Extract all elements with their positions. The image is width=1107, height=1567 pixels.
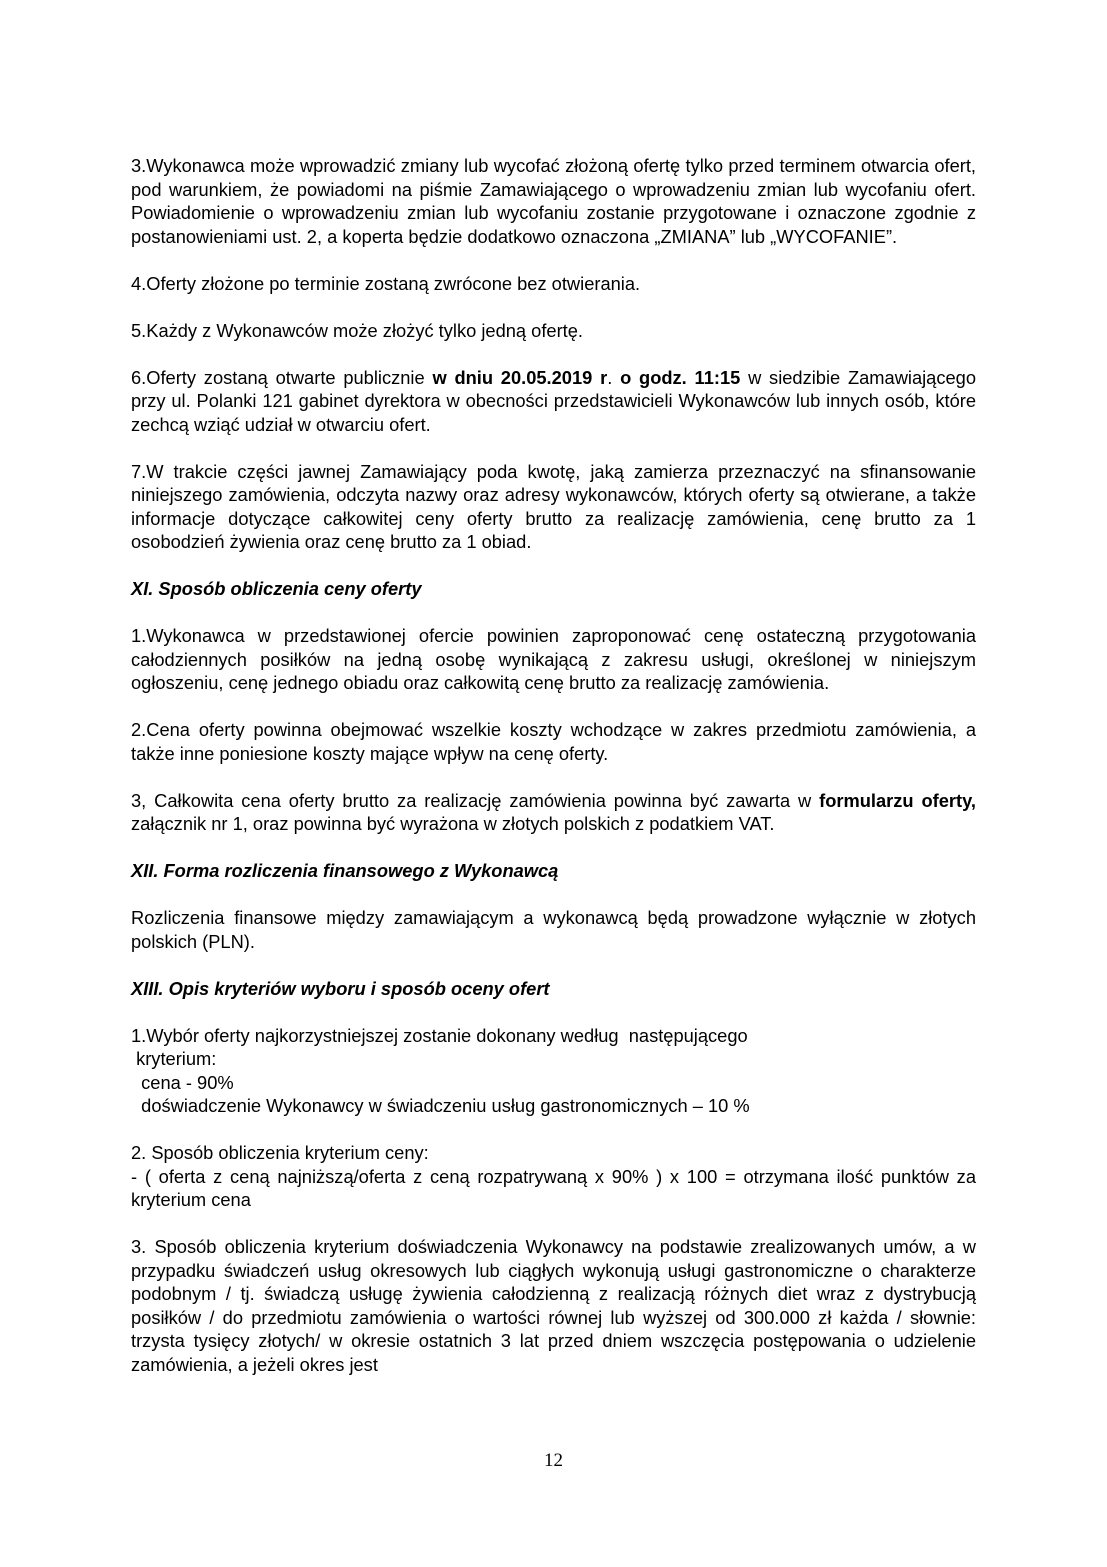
paragraph-6-text-1: 6.Oferty zostaną otwarte publicznie [131,366,433,388]
section-xi-paragraph-3 [131,789,976,836]
section-xi-paragraph-1: 1.Wykonawca w przedstawionej ofercie powinien zaproponować cenę ostateczną przygotowania całodziennych posiłków na jedną osobę wynikającą z zakresu usługi, określonej w niniejszym ogłoszeniu, cenę jednego obiadu oraz całkowitą cenę brutto za realizację zamówienia. [131,625,976,693]
paragraph-5: 5.Każdy z Wykonawców może złożyć tylko jedną ofertę. [131,319,583,341]
section-xii-heading: XII. Forma rozliczenia finansowego z Wykonawcą [131,860,559,881]
criteria-intro: 1.Wybór oferty najkorzystniejszej zostanie dokonany według następującego [131,1024,748,1046]
price-formula-title: 2. Sposób obliczenia kryterium ceny: [131,1142,429,1163]
section-xiii-heading: XIII. Opis kryteriów wyboru i sposób oceny ofert [131,977,550,999]
opening-date: w dniu 20.05.2019 r [432,366,608,388]
paragraph-6-text-3: w siedzibie Zamawiającego przy ul. Polanki 121 gabinet dyrektora w obecności przedstawicieli Wykonawców lub innych osób, które zechcą wziąć udział w otwarciu ofert. [131,366,976,435]
paragraph-3: 3.Wykonawca może wprowadzić zmiany lub wycofać złożoną ofertę tylko przed terminem otwarcia ofert, pod warunkiem, że powiadomi na piśmie Zamawiającego o wprowadzeniu zmian lub wycofaniu ofert. Powiadomienie o wprowadzeniu zmian lub wycofaniu zostanie przygotowane i oznaczone zgodnie z postanowieniami ust. 2, a koperta będzie dodatkowo oznaczona „ZMIANA” lub „WYCOFANIE”. [131,155,976,247]
page-number: 12 [544,1450,563,1471]
form-reference: formularzu oferty, [819,789,976,811]
criterion-experience: doświadczenie Wykonawcy w świadczeniu usług gastronomicznych – 10 % [131,1095,750,1116]
section-xi-paragraph-3-text-1: 3, Całkowita cena oferty brutto za realizację zamówienia powinna być zawarta w [131,789,820,811]
section-xi-paragraph-3-text-2: załącznik nr 1, oraz powinna być wyrażona w złotych polskich z podatkiem VAT. [131,813,775,834]
section-xiii-criteria [131,1024,976,1118]
page-content [131,154,976,1376]
section-xiii-paragraph-3: 3. Sposób obliczenia kryterium doświadczenia Wykonawcy na podstawie zrealizowanych umów, a w przypadku świadczeń usług okresowych lub ciągłych wykonują usługi gastronomiczne o charakterze podobnym / tj. świadczą usługę żywienia całodzienną z realizacją różnych diet wraz z dystrybucją posiłków / do przedmiotu zamówienia o wartości równej lub wyższej od 300.000 zł każda / słownie: trzysta tysięcy złotych/ w okresie ostatnich 3 lat przed dniem wszczęcia postępowania o udzielenie zamówienia, a jeżeli okres jest [131,1236,976,1375]
paragraph-4: 4.Oferty złożone po terminie zostaną zwrócone bez otwierania. [131,272,641,294]
section-xiii-price-formula [131,1141,976,1212]
paragraph-6-text-2: . [607,366,621,388]
section-xi-paragraph-2: 2.Cena oferty powinna obejmować wszelkie koszty wchodzące w zakres przedmiotu zamówienia, a także inne poniesione koszty mające wpływ na cenę oferty. [131,719,976,764]
section-xi-heading: XI. Sposób obliczenia ceny oferty [131,578,422,599]
criterion-price: cena - 90% [131,1071,234,1093]
paragraph-7: 7.W trakcie części jawnej Zamawiający poda kwotę, jaką zamierza przeznaczyć na sfinansowanie niniejszego zamówienia, odczyta nazwy oraz adresy wykonawców, których oferty są otwierane, a także informacje dotyczące całkowitej ceny oferty brutto za realizację zamówienia, cenę brutto za 1 osobodzień żywienia oraz cenę brutto za 1 obiad. [131,460,976,552]
paragraph-6 [131,366,976,437]
criteria-label: kryterium: [131,1048,217,1069]
price-formula: - ( oferta z ceną najniższą/oferta z ceną rozpatrywaną x 90% ) x 100 = otrzymana ilość punktów za kryterium cena [131,1165,976,1210]
opening-time: o godz. 11:15 [620,366,741,388]
section-xii-paragraph-1: Rozliczenia finansowe między zamawiającym a wykonawcą będą prowadzone wyłącznie w złotych polskich (PLN). [131,907,976,952]
